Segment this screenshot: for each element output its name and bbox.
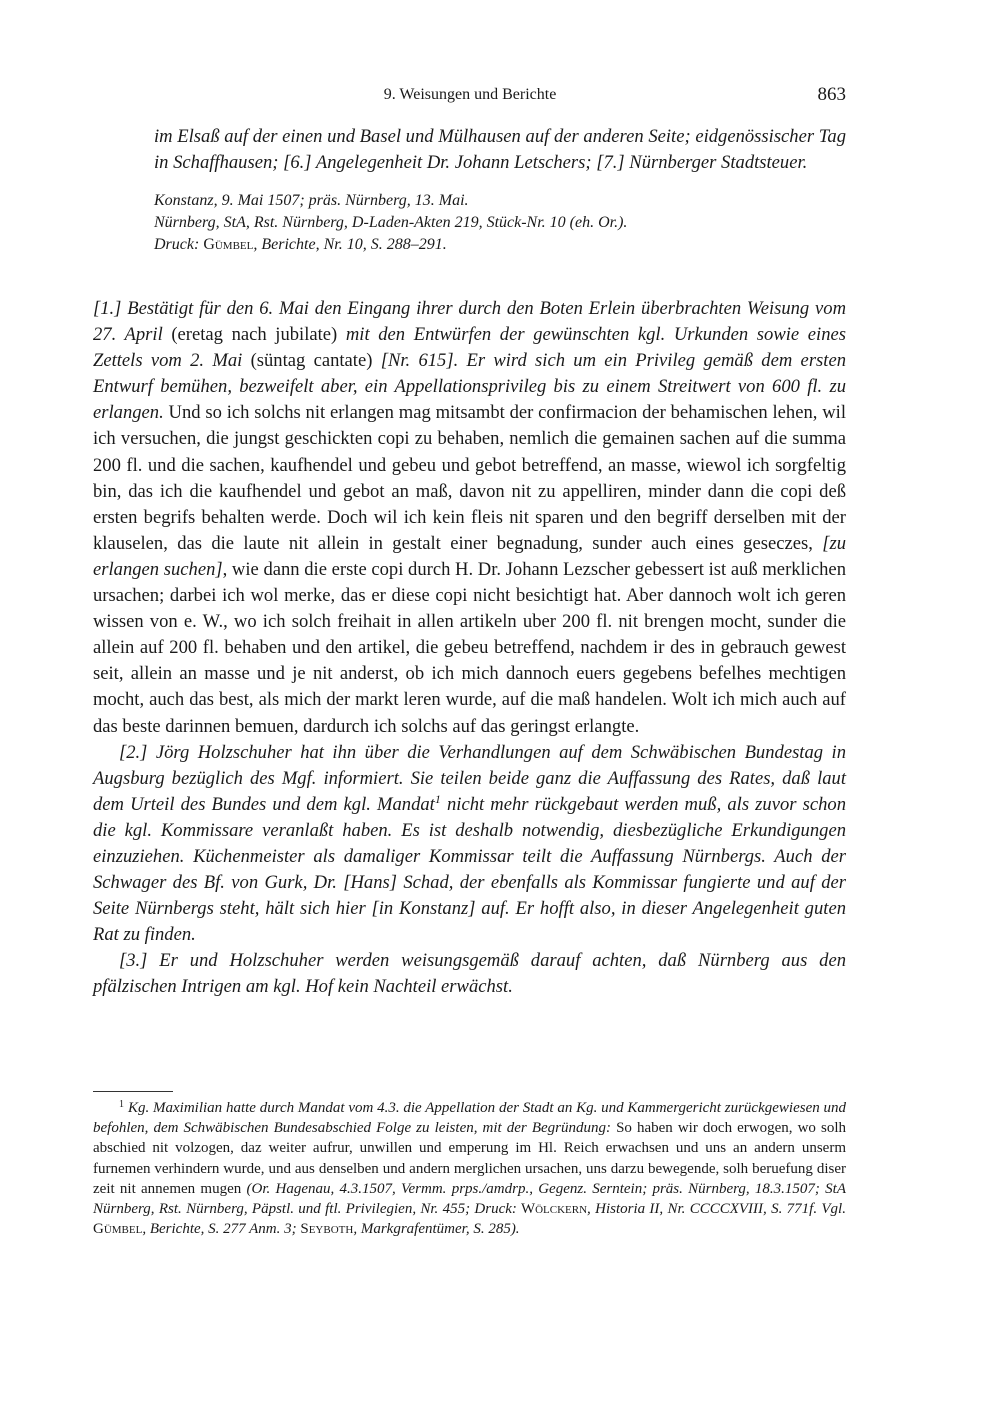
page-number: 863 — [817, 84, 846, 105]
document-header — [154, 124, 846, 256]
fn-author-woelckern: Wölckern — [516, 1201, 588, 1218]
p2-text-a: [2.] Jörg Holzschuher hat ihn über die Verhandlungen auf dem Schwäbischen Bundestag in Augsburg bezüglich des Mgf. informiert. Sie teilen beide ganz die Auffassung des Rates, daß laut dem Urteil des Bundes und dem kgl. Mandat — [93, 741, 846, 815]
document-body — [93, 296, 846, 1001]
p1-quotation-cont: , wie dann die erste copi durch H. Dr. Johann Lezscher gebessert ist auß merklichen ursachen; darbei ich wol merke, das er diese copi nicht besichtigt hat. Aber dannoch wolt ich geren wissen von e. W., wo ich solch freihait in allen artikeln uber 200 fl. nit brengen mocht, sunder die allein auf 200 fl. behaben und den artikel, die gebeu betreffend, nachdem ir des in gebrauch gewest seit, allein an masse und je nit anderst, ob ich mich dannoch euers gegebens befelhes mechtigen mocht, auch das best, als mich der markt leren wurde, auf die maß handelen. Wolt ich mich auch auf das beste darinnen bemuen, dardurch ich solchs auf das geringst erlangte. — [93, 558, 846, 737]
p2-text-b: nicht mehr rückgebaut werden muß, als zuvor schon die kgl. Kommissare veranlaßt haben. Es ist deshalb notwendig, diesbezügliche Erkundigungen einzuziehen. Küchenmeister als damaliger Kommissar teilt die Auffassung Nürnbergs. Auch der Schwager des Bf. von Gurk, Dr. [Hans] Schad, der ebenfalls als Kommissar fungierte und auf der Seite Nürnbergs steht, hält sich hier [in Konstanz] auf. Er hofft also, in dieser Angelegenheit guten Rat zu finden. — [93, 793, 846, 946]
running-head-title: 9. Weisungen und Berichte — [383, 86, 557, 103]
fn-quotation: So haben wir doch erwogen, wo solh abschied nit volzogen, daz weiter aufrur, unwillen und emperung im Hl. Reich erwachsen und uns an andern unserm furnemen verhindern wurde, und aus denselben und andern merglichen ursachen, uns darzu bewegende, solh beruefung diser zeit nit annemen mugen — [93, 1120, 846, 1197]
footnote-number: 1 — [119, 1099, 124, 1110]
footnote-divider — [93, 1091, 173, 1092]
fn-text-d: , Berichte, S. 277 Anm. 3; — [142, 1221, 297, 1238]
fn-text-e: , Markgrafentümer, S. 285). — [353, 1221, 520, 1238]
fn-author-guembel: Gümbel — [93, 1221, 143, 1238]
p1-quote-a: (eretag nach jubilate) — [162, 324, 346, 346]
fn-text-b: (Or. Hagenau, 4.3.1507, Vermm. prps./amdrp., Gegenz. Serntein; präs. Nürnberg, 18.3.1507; StA Nürnberg, Rst. Nürnberg, Päpstl. und ftl. Privilegien, Nr. 455; Druck: — [93, 1180, 847, 1218]
p1-quote-b: (süntag cantate) — [242, 350, 381, 372]
print-label: Druck: — [154, 236, 200, 253]
p1-summary-a: [1.] Bestätigt für den 6. Mai den Eingang ihrer durch den Boten Erlein überbrachten Weisung vom 27. April — [93, 298, 846, 346]
p1-quotation: Und so ich solchs nit erlangen mag mitsambt der confirmacion der behamischen lehen, wil ich versuchen, die jungst geschickten copi zu behaben, nemlich die gemainen sachen auf die summa 200 fl. und die sachen, kaufhendel und gebeu und gebot betreffend, an masse, wiewol ich sorgfeltig bin, das ich die kaufhendel und gebot an maß, davon nit zu appelliren, minder dann die copi deß ersten begrifs behalten werde. Doch wil ich kein fleis nit sparen und den begriff derselben mit der klauselen, das die laute nit allein in gestalt einer begnadung, sunder auch eines geseczes, — [93, 402, 846, 554]
running-head — [0, 84, 1004, 108]
regest-summary: im Elsaß auf der einen und Basel und Mülhausen auf der anderen Seite; eidgenössischer Tag in Schaffhausen; [6.] Angelegenheit Dr. Johann Letschers; [7.] Nürnberger Stadtsteuer. — [154, 126, 846, 173]
print-author: Gümbel — [203, 236, 254, 253]
p1-summary-b: mit den Entwürfen der gewünschten kgl. Urkunden sowie eines Zettels vom 2. Mai — [93, 324, 846, 372]
archive-line: Nürnberg, StA, Rst. Nürnberg, D-Laden-Akten 219, Stück-Nr. 10 (eh. Or.). — [154, 214, 628, 231]
source-metadata — [154, 190, 846, 256]
fn-author-seyboth: Seyboth — [296, 1221, 354, 1238]
fn-text-c: , Historia II, Nr. CCCCXVIII, S. 771f. Vgl. — [587, 1201, 846, 1218]
print-line — [154, 234, 846, 256]
footnote-1 — [93, 1098, 846, 1239]
fn-text-a: Kg. Maximilian hatte durch Mandat vom 4.3. die Appellation der Stadt an Kg. und Kammergericht zurückgewiesen und befohlen, dem Schwäbischen Bundesabschied Folge zu leisten, mit der Begründung: — [93, 1100, 846, 1137]
footnote-reference[interactable]: 1 — [434, 791, 441, 806]
paragraph-2 — [93, 740, 846, 949]
print-reference: , Berichte, Nr. 10, S. 288–291. — [253, 236, 447, 253]
date-line: Konstanz, 9. Mai 1507; präs. Nürnberg, 13. Mai. — [154, 192, 469, 209]
p1-editorial-insert: [zu erlangen suchen] — [93, 532, 846, 580]
paragraph-1 — [93, 296, 846, 740]
p1-summary-c: [Nr. 615]. Er wird sich um ein Privileg gemäß dem ersten Entwurf bemühen, bezweifelt aber, ein Appellationsprivileg bis zu einem Streitwert von 600 fl. zu erlangen. — [93, 350, 847, 424]
paragraph-3: [3.] Er und Holzschuher werden weisungsgemäß darauf achten, daß Nürnberg aus den pfälzischen Intrigen am kgl. Hof kein Nachteil erwächst. — [93, 950, 846, 998]
